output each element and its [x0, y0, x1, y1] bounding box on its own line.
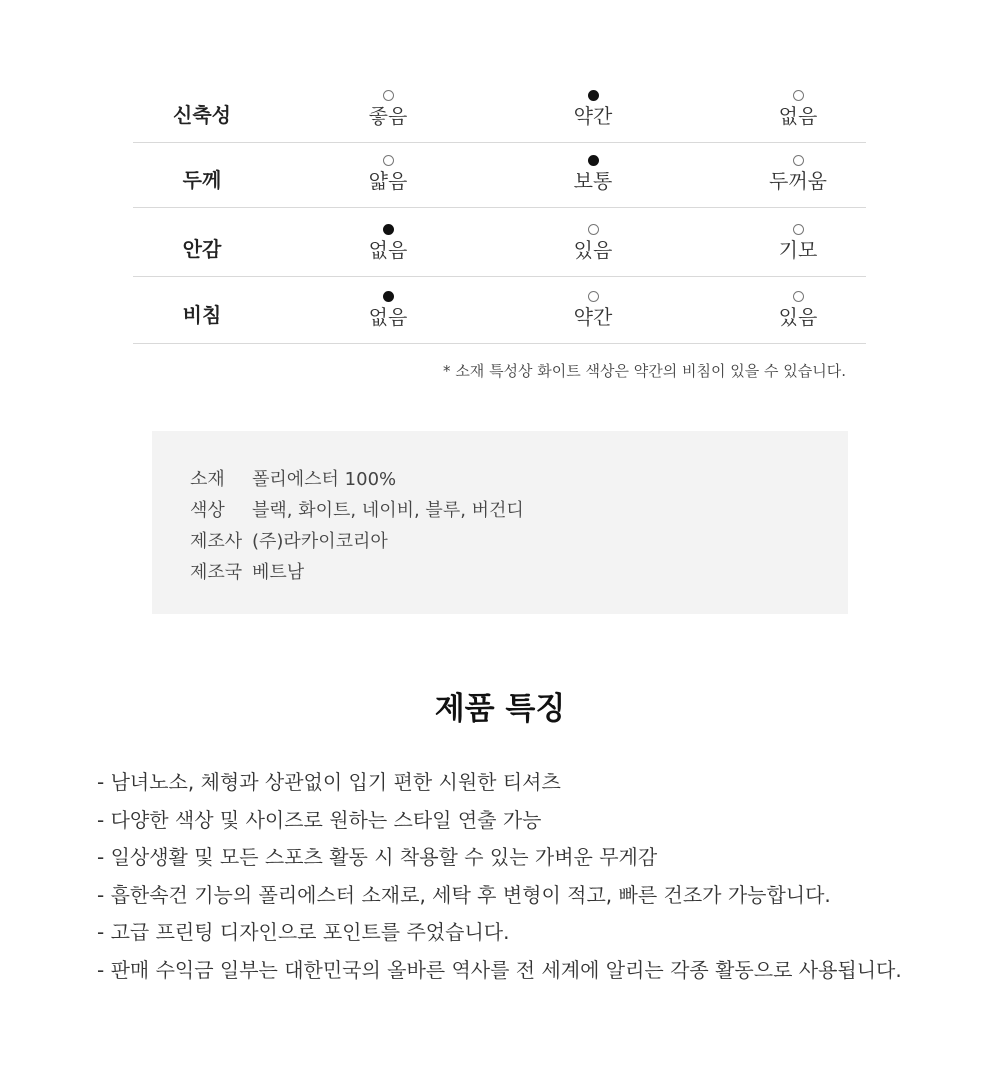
feature-item: - 남녀노소, 체형과 상관없이 입기 편한 시원한 티셔츠: [97, 770, 561, 794]
spec-option: [738, 90, 858, 128]
spec-row-lining: [133, 208, 866, 277]
spec-option-label: 없음: [368, 238, 408, 262]
feature-item: - 다양한 색상 및 사이즈로 원하는 스타일 연출 가능: [97, 807, 542, 832]
spec-label: 안감: [182, 237, 222, 261]
info-key: 제조사: [190, 531, 243, 552]
spec-option-label: 두꺼움: [769, 169, 827, 193]
spec-label: 비침: [182, 303, 222, 327]
features-title: 제품 특징: [434, 691, 566, 727]
empty-circle-icon: [383, 90, 394, 101]
spec-row-thickness: [133, 143, 866, 208]
empty-circle-icon: [588, 291, 599, 302]
empty-circle-icon: [383, 155, 394, 166]
features-list: [97, 764, 902, 989]
spec-option-label: 없음: [778, 104, 818, 128]
spec-row-sheerness: [133, 277, 866, 344]
spec-table: [133, 78, 866, 344]
spec-option-label: 얇음: [368, 169, 408, 193]
info-value: (주)라카이코리아: [252, 531, 388, 552]
spec-option: [328, 291, 448, 329]
empty-circle-icon: [793, 155, 804, 166]
spec-option: [738, 291, 858, 329]
spec-option: [533, 90, 653, 128]
filled-circle-icon: [588, 90, 599, 101]
empty-circle-icon: [793, 224, 804, 235]
sheerness-note: * 소재 특성상 화이트 색상은 약간의 비침이 있을 수 있습니다.: [443, 362, 846, 380]
feature-item: - 일상생활 및 모든 스포츠 활동 시 착용할 수 있는 가벼운 무게감: [97, 845, 658, 869]
empty-circle-icon: [793, 291, 804, 302]
info-row-country: [190, 557, 848, 588]
spec-option: [328, 155, 448, 193]
info-value: 블랙, 화이트, 네이비, 블루, 버건디: [252, 500, 524, 521]
spec-option: [533, 155, 653, 193]
spec-row-stretch: [133, 78, 866, 143]
filled-circle-icon: [383, 224, 394, 235]
feature-item: - 판매 수익금 일부는 대한민국의 올바른 역사를 전 세계에 알리는 각종 활동으로 사용됩니다.: [97, 957, 902, 982]
spec-option: [328, 224, 448, 262]
spec-label: 두께: [182, 168, 222, 192]
filled-circle-icon: [383, 291, 394, 302]
spec-option-label: 없음: [368, 305, 408, 329]
spec-option-label: 좋음: [368, 104, 408, 128]
info-key: 제조국: [190, 562, 243, 583]
spec-option-label: 있음: [778, 305, 818, 329]
feature-item: - 흡한속건 기능의 폴리에스터 소재로, 세탁 후 변형이 적고, 빠른 건조가 가능합니다.: [97, 882, 831, 907]
info-value: 폴리에스터 100%: [252, 469, 397, 490]
spec-option: [533, 224, 653, 262]
filled-circle-icon: [588, 155, 599, 166]
spec-option: [738, 224, 858, 262]
empty-circle-icon: [793, 90, 804, 101]
spec-option: [533, 291, 653, 329]
spec-option-label: 약간: [573, 104, 613, 128]
info-row-maker: [190, 526, 848, 557]
empty-circle-icon: [588, 224, 599, 235]
product-info-box: [152, 431, 848, 614]
spec-option-label: 약간: [573, 305, 613, 329]
spec-option-label: 있음: [573, 238, 613, 262]
info-row-material: [190, 464, 848, 495]
spec-option: [328, 90, 448, 128]
feature-item: - 고급 프린팅 디자인으로 포인트를 주었습니다.: [97, 920, 510, 944]
info-key: 색상: [190, 500, 225, 521]
spec-label: 신축성: [173, 103, 231, 127]
info-value: 베트남: [252, 562, 305, 583]
info-key: 소재: [190, 469, 225, 490]
spec-option-label: 기모: [778, 238, 818, 262]
spec-option-label: 보통: [573, 169, 613, 193]
info-row-color: [190, 495, 848, 526]
spec-option: [738, 155, 858, 193]
